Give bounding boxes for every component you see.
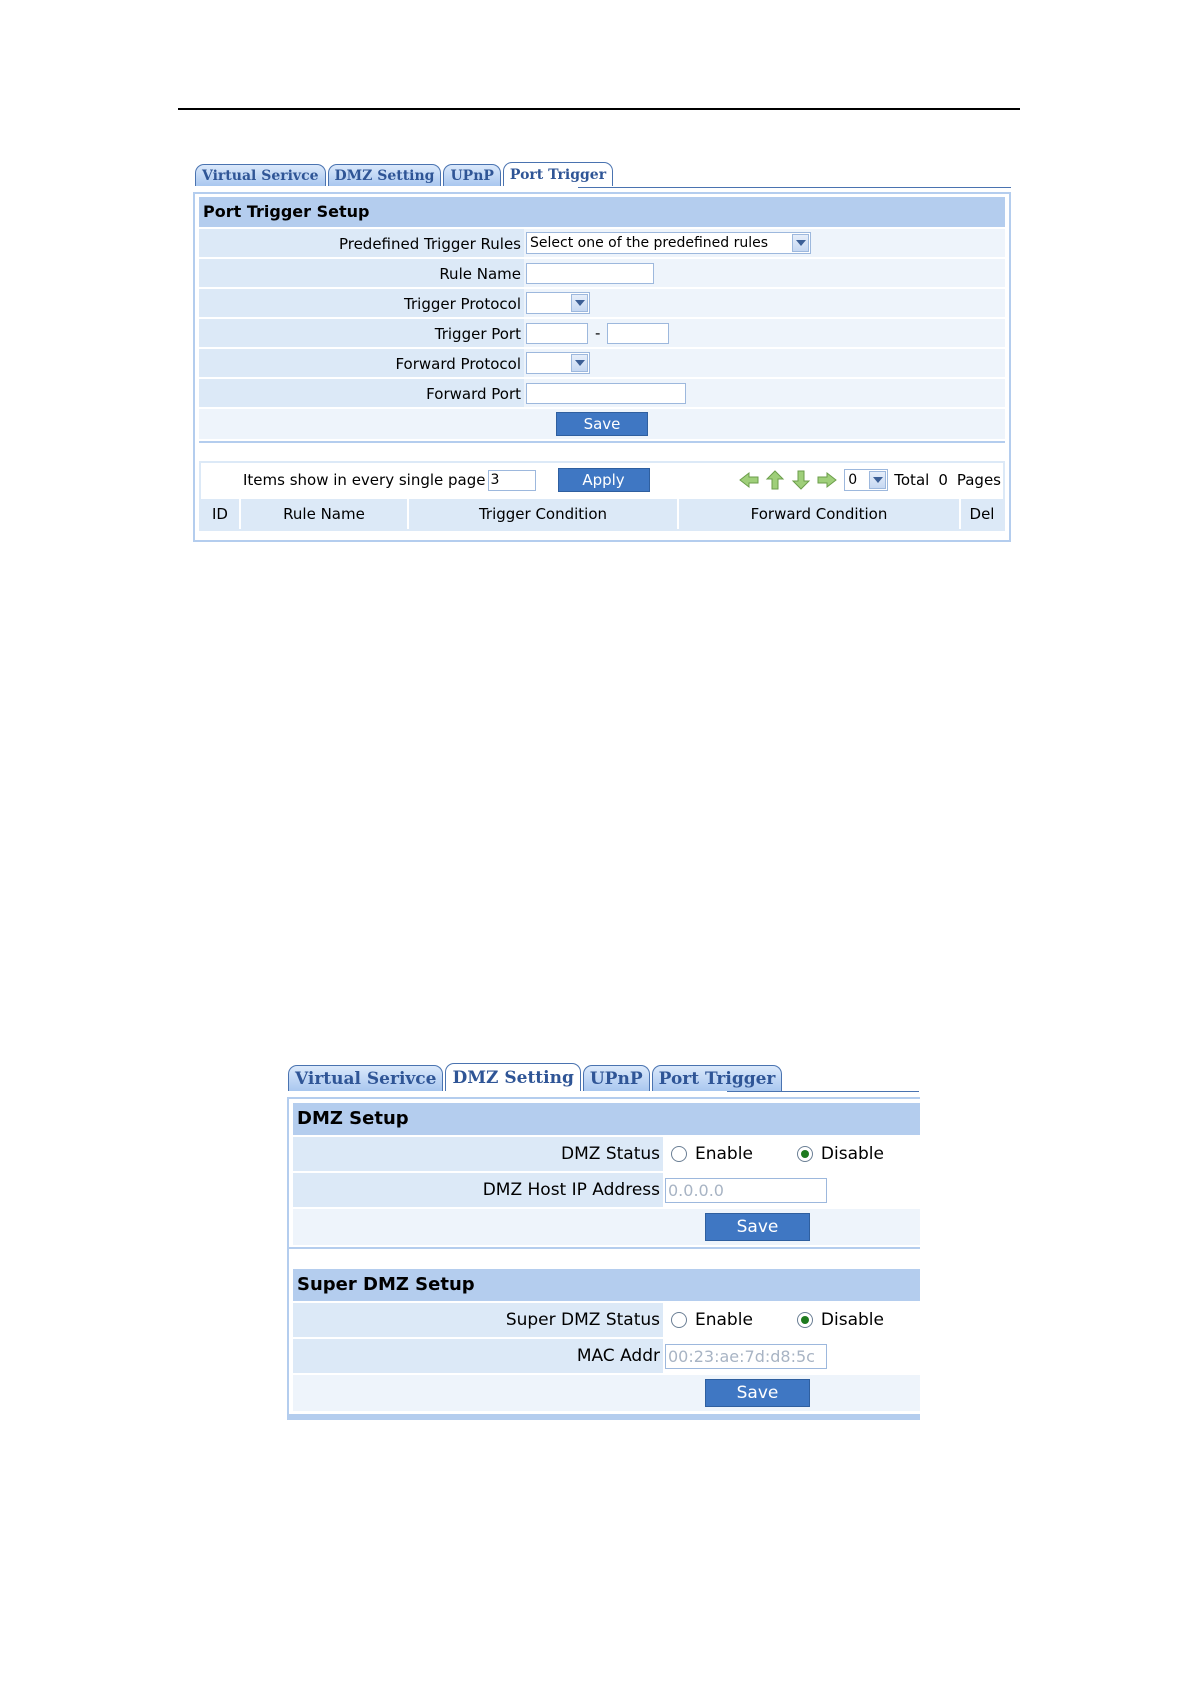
tab-bar-1 [195, 162, 615, 186]
row-dmz-save [293, 1209, 920, 1245]
tab-virtual-service[interactable]: Virtual Serivce [288, 1065, 443, 1091]
trigger-port-from-input[interactable] [526, 323, 588, 344]
super-dmz-disable-radio[interactable] [797, 1312, 813, 1328]
trigger-protocol-label: Trigger Protocol [199, 289, 524, 317]
forward-protocol-label: Forward Protocol [199, 349, 524, 377]
row-mac-addr [293, 1339, 920, 1375]
row-dmz-host [293, 1173, 920, 1209]
column-trigger-condition: Trigger Condition [409, 499, 679, 529]
trigger-protocol-select[interactable] [526, 292, 590, 314]
apply-button[interactable]: Apply [558, 468, 650, 492]
save-button[interactable]: Save [556, 412, 648, 436]
tab-port-trigger[interactable]: Port Trigger [652, 1065, 783, 1091]
dmz-host-label: DMZ Host IP Address [293, 1173, 663, 1207]
rule-name-input[interactable] [526, 263, 654, 284]
super-dmz-status-label: Super DMZ Status [293, 1303, 663, 1337]
divider [289, 1247, 920, 1249]
super-dmz-save-button[interactable]: Save [705, 1379, 810, 1407]
dmz-panel [287, 1097, 920, 1420]
row-forward-protocol [199, 349, 1005, 379]
dmz-host-ip-input[interactable]: 0.0.0.0 [665, 1178, 827, 1203]
tab-upnp[interactable]: UPnP [583, 1065, 650, 1091]
dmz-save-button[interactable]: Save [705, 1213, 810, 1241]
forward-protocol-select[interactable] [526, 352, 590, 374]
forward-port-input[interactable] [526, 383, 686, 404]
tab-baseline [578, 187, 1011, 188]
row-save [199, 409, 1005, 439]
row-forward-port [199, 379, 1005, 409]
tab-bar-2 [288, 1063, 784, 1091]
mac-addr-input[interactable]: 00:23:ae:7d:d8:5c [665, 1344, 827, 1369]
column-forward-condition: Forward Condition [679, 499, 961, 529]
predefined-label: Predefined Trigger Rules [199, 229, 524, 257]
first-page-arrow-icon[interactable] [738, 470, 760, 490]
row-trigger-protocol [199, 289, 1005, 319]
super-dmz-section-title: Super DMZ Setup [293, 1269, 920, 1303]
chevron-down-icon [571, 294, 588, 312]
dmz-disable-option[interactable]: Disable [797, 1144, 884, 1164]
row-super-dmz-save [293, 1375, 920, 1411]
last-page-arrow-icon[interactable] [816, 470, 838, 490]
row-rule-name [199, 259, 1005, 289]
items-per-page-input[interactable]: 3 [488, 470, 536, 491]
next-page-arrow-icon[interactable] [790, 470, 812, 490]
mac-addr-label: MAC Addr [293, 1339, 663, 1373]
column-delete: Del [969, 505, 995, 523]
total-label: Total [894, 471, 930, 489]
tab-upnp[interactable]: UPnP [443, 164, 500, 186]
port-range-separator: - [595, 324, 601, 342]
column-rule-name: Rule Name [241, 499, 409, 529]
trigger-port-label: Trigger Port [199, 319, 524, 347]
forward-port-label: Forward Port [199, 379, 524, 407]
column-id: ID [201, 499, 241, 529]
row-dmz-status [293, 1137, 920, 1173]
tab-baseline [727, 1091, 919, 1092]
predefined-rules-select[interactable]: Select one of the predefined rules [526, 232, 811, 254]
tab-virtual-service[interactable]: Virtual Serivce [195, 164, 326, 186]
row-super-dmz-status [293, 1303, 920, 1339]
dmz-disable-radio[interactable] [797, 1146, 813, 1162]
port-trigger-panel [193, 192, 1011, 542]
pages-label: Pages [956, 471, 1001, 489]
dmz-section-title: DMZ Setup [293, 1103, 920, 1137]
dmz-status-label: DMZ Status [293, 1137, 663, 1171]
tab-dmz-setting[interactable]: DMZ Setting [445, 1063, 580, 1091]
page-select[interactable]: 0 [844, 469, 888, 491]
dmz-enable-option[interactable]: Enable [671, 1144, 753, 1164]
previous-page-arrow-icon[interactable] [764, 470, 786, 490]
items-per-page-label: Items show in every single page [243, 471, 486, 489]
rules-list [199, 461, 1005, 531]
chevron-down-icon [869, 471, 886, 489]
tab-dmz-setting[interactable]: DMZ Setting [328, 164, 442, 186]
dmz-enable-radio[interactable] [671, 1146, 687, 1162]
super-dmz-enable-radio[interactable] [671, 1312, 687, 1328]
chevron-down-icon [571, 354, 588, 372]
trigger-port-to-input[interactable] [607, 323, 669, 344]
row-predefined [199, 229, 1005, 259]
rule-name-label: Rule Name [199, 259, 524, 287]
page-rule [178, 108, 1020, 110]
rules-table-header [201, 499, 1003, 529]
total-pages-value: 0 [938, 471, 948, 489]
chevron-down-icon [792, 234, 809, 252]
tab-port-trigger[interactable]: Port Trigger [503, 162, 613, 186]
super-dmz-disable-option[interactable]: Disable [797, 1310, 884, 1330]
list-toolbar [201, 463, 1003, 499]
row-trigger-port [199, 319, 1005, 349]
section-title: Port Trigger Setup [199, 197, 1005, 229]
super-dmz-enable-option[interactable]: Enable [671, 1310, 753, 1330]
